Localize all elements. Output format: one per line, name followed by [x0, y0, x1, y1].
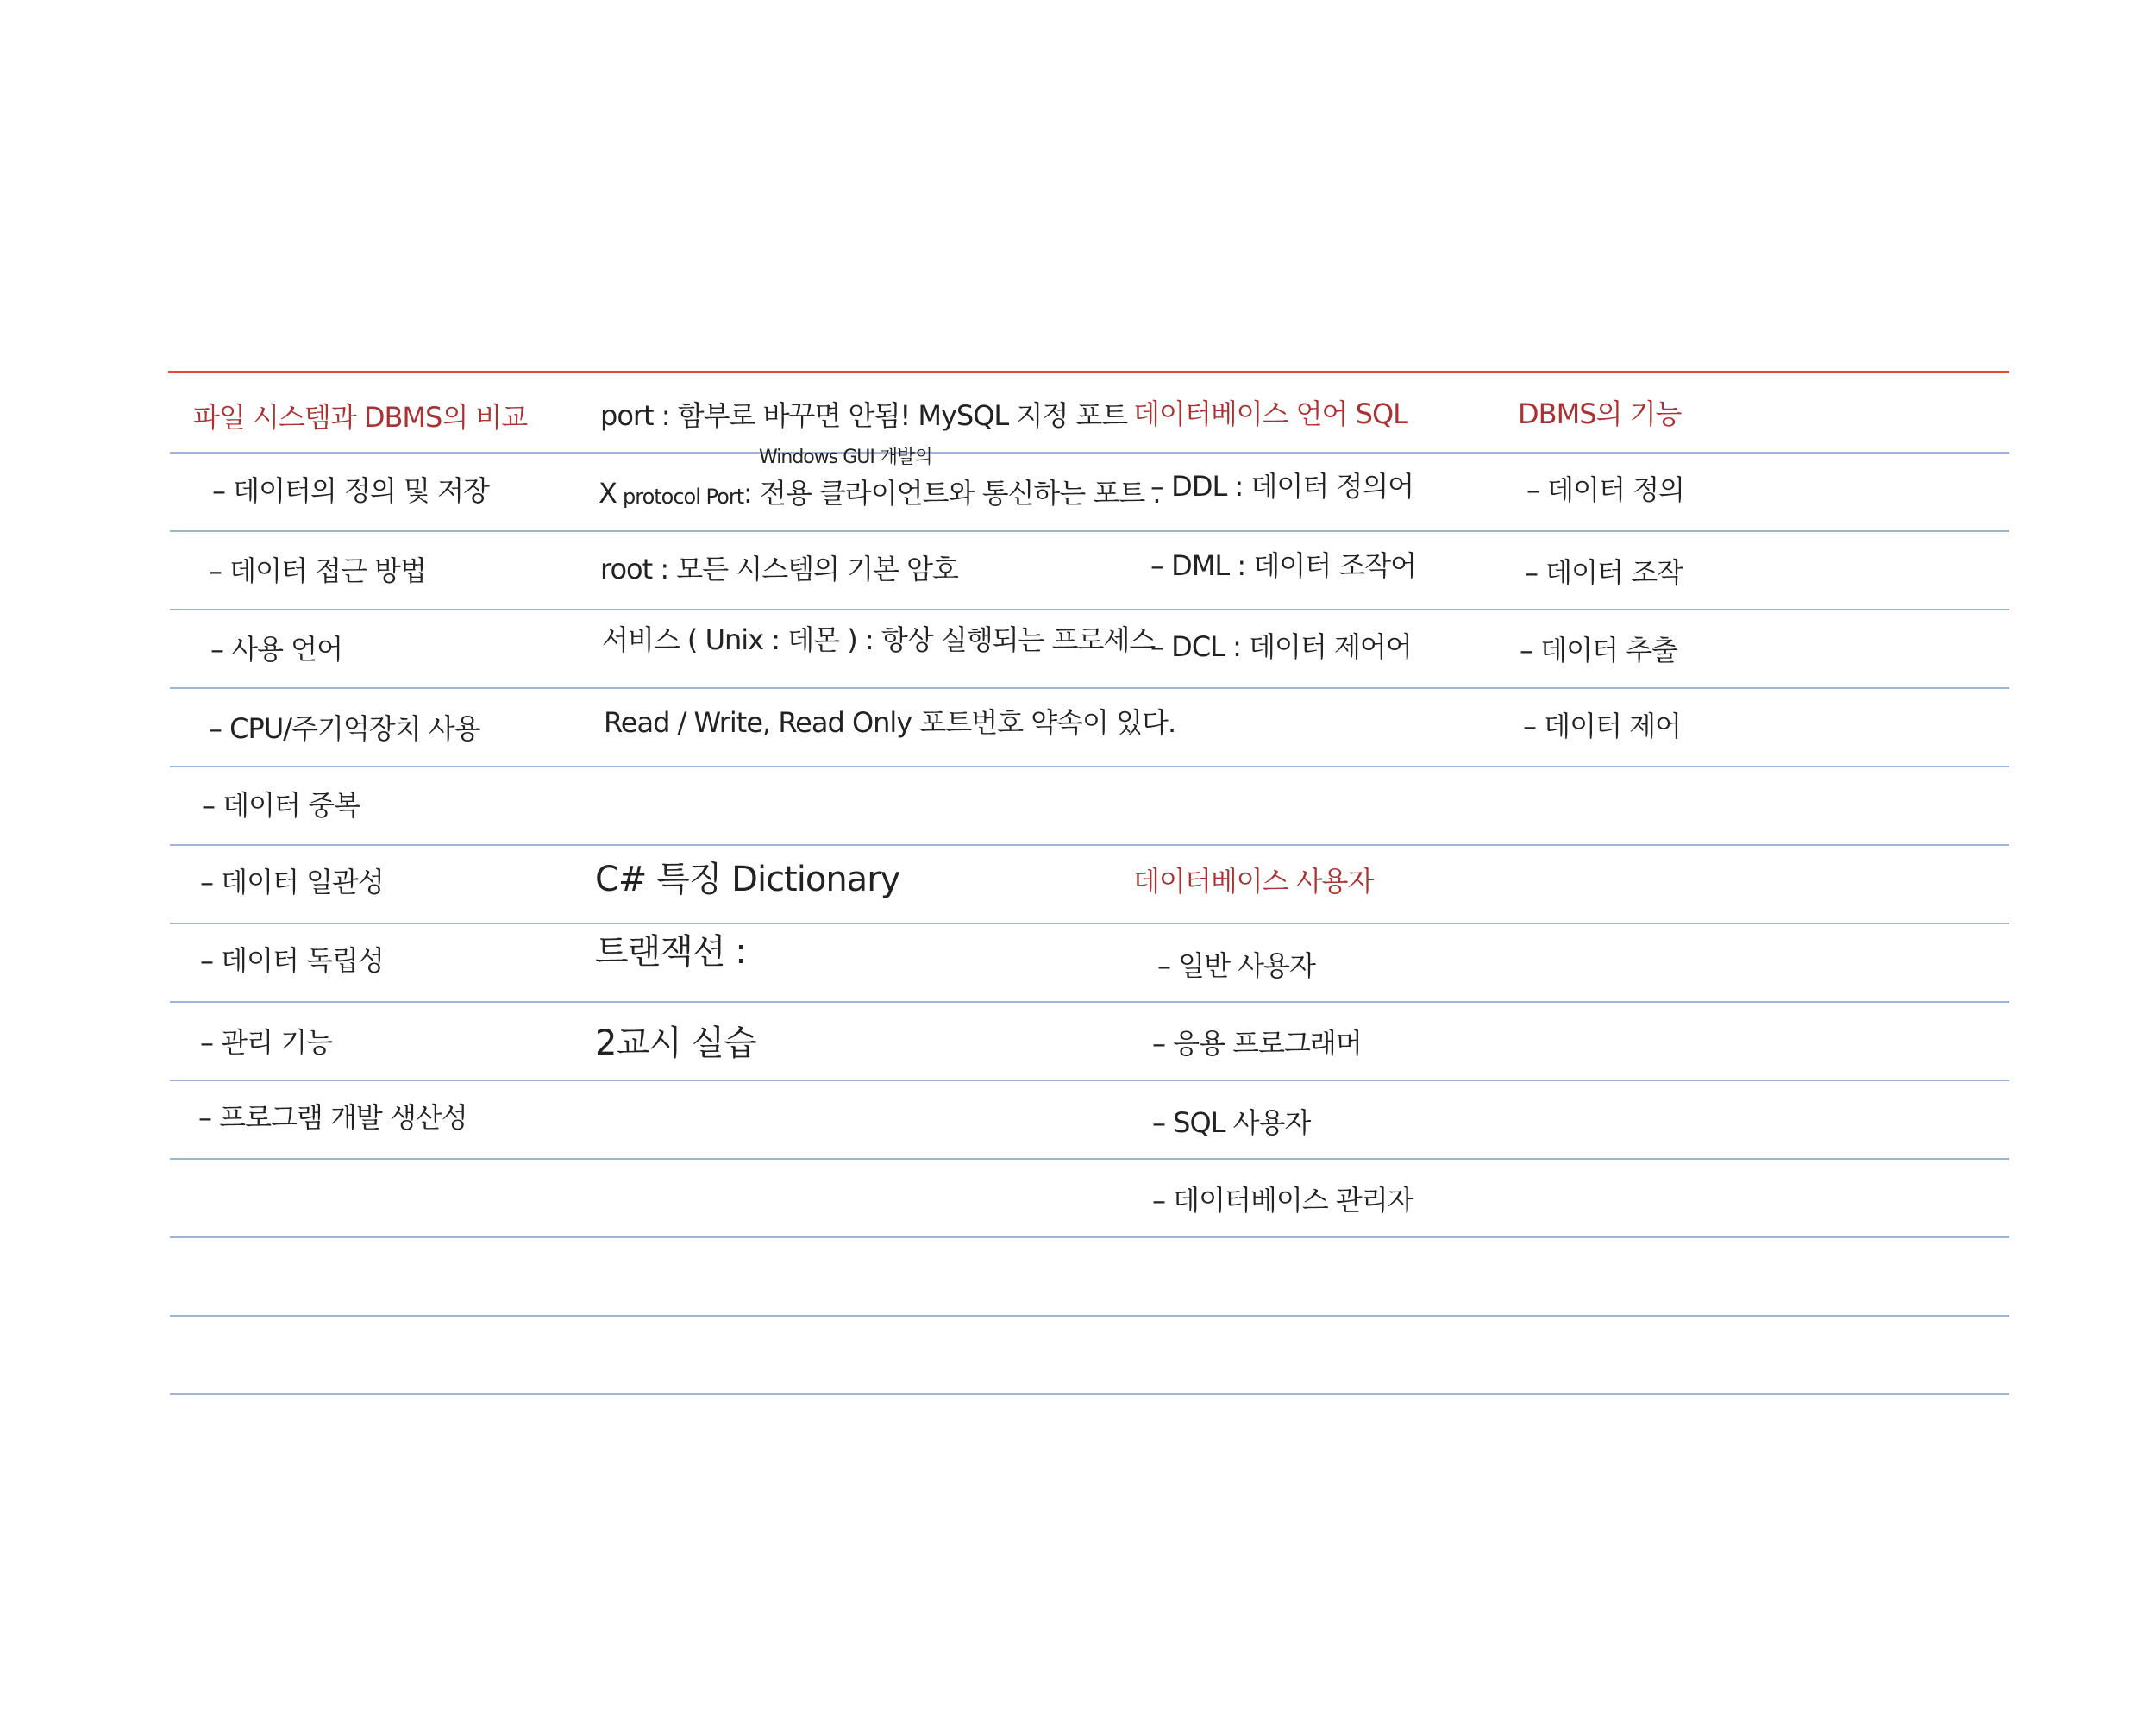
- file-vs-dbms-item: – CPU/주기억장치 사용: [209, 712, 480, 745]
- windows-gui-note: Windows GUI 개발의: [759, 447, 932, 468]
- read-write-note: Read / Write, Read Only 포트번호 약속이 있다.: [604, 706, 1176, 739]
- xprotocol-prefix: X: [599, 477, 617, 510]
- file-vs-dbms-item: – 데이터 접근 방법: [209, 554, 426, 587]
- root-note: root : 모든 시스템의 기본 암호: [600, 553, 958, 585]
- db-language-item: – DCL : 데이터 제어어: [1150, 630, 1412, 663]
- db-language-item: – DML : 데이터 조작어: [1150, 549, 1417, 582]
- db-language-item: – DDL : 데이터 정의어: [1150, 470, 1414, 503]
- port-note: port : 함부로 바꾸면 안됨! MySQL 지정 포트: [600, 399, 1128, 432]
- dbms-functions-item: – 데이터 제어: [1523, 710, 1681, 742]
- practice-note: 2교시 실습: [595, 1023, 756, 1063]
- ruled-line: [170, 609, 2009, 610]
- ruled-line: [170, 1158, 2009, 1160]
- dbms-functions-item: – 데이터 추출: [1520, 634, 1677, 666]
- file-vs-dbms-title: 파일 시스템과 DBMS의 비교: [193, 401, 528, 434]
- file-vs-dbms-item: – 프로그램 개발 생산성: [198, 1101, 467, 1134]
- xprotocol-desc: : 전용 클라이언트와 통신하는 포트 .: [743, 477, 1161, 510]
- csharp-note: C# 특징 Dictionary: [595, 860, 900, 899]
- top-margin-rule: [168, 371, 2009, 373]
- ruled-line: [170, 452, 2009, 454]
- file-vs-dbms-item: – 관리 기능: [200, 1026, 332, 1059]
- db-users-item: – 응용 프로그래머: [1152, 1027, 1362, 1060]
- ruled-line: [170, 1315, 2009, 1317]
- file-vs-dbms-item: – 사용 언어: [210, 633, 342, 666]
- ruled-line: [170, 1236, 2009, 1238]
- ruled-line: [170, 1080, 2009, 1081]
- file-vs-dbms-item: – 데이터 중복: [202, 789, 360, 822]
- file-vs-dbms-item: – 데이터 독립성: [200, 944, 384, 977]
- ruled-line: [170, 766, 2009, 767]
- db-language-title: 데이터베이스 언어 SQL: [1133, 397, 1407, 430]
- dbms-functions-item: – 데이터 조작: [1525, 556, 1683, 589]
- ruled-line: [170, 1393, 2009, 1395]
- service-note: 서비스 ( Unix : 데몬 ) : 항상 실행되는 프로세스: [602, 623, 1156, 656]
- xprotocol-label: protocol Port: [623, 485, 744, 509]
- transaction-note: 트랜잭션 :: [595, 932, 746, 972]
- dbms-functions-title: DBMS의 기능: [1518, 397, 1682, 430]
- file-vs-dbms-item: – 데이터 일관성: [200, 866, 384, 898]
- ruled-line: [170, 923, 2009, 924]
- db-users-item: – 데이터베이스 관리자: [1152, 1184, 1413, 1217]
- db-users-title: 데이터베이스 사용자: [1133, 865, 1374, 898]
- ruled-line: [170, 687, 2009, 689]
- file-vs-dbms-item: – 데이터의 정의 및 저장: [212, 474, 489, 507]
- dbms-functions-item: – 데이터 정의: [1526, 473, 1684, 506]
- ruled-line: [170, 844, 2009, 846]
- ruled-line: [170, 1001, 2009, 1003]
- db-users-item: – 일반 사용자: [1157, 949, 1315, 982]
- ruled-line: [170, 530, 2009, 532]
- db-users-item: – SQL 사용자: [1152, 1106, 1311, 1139]
